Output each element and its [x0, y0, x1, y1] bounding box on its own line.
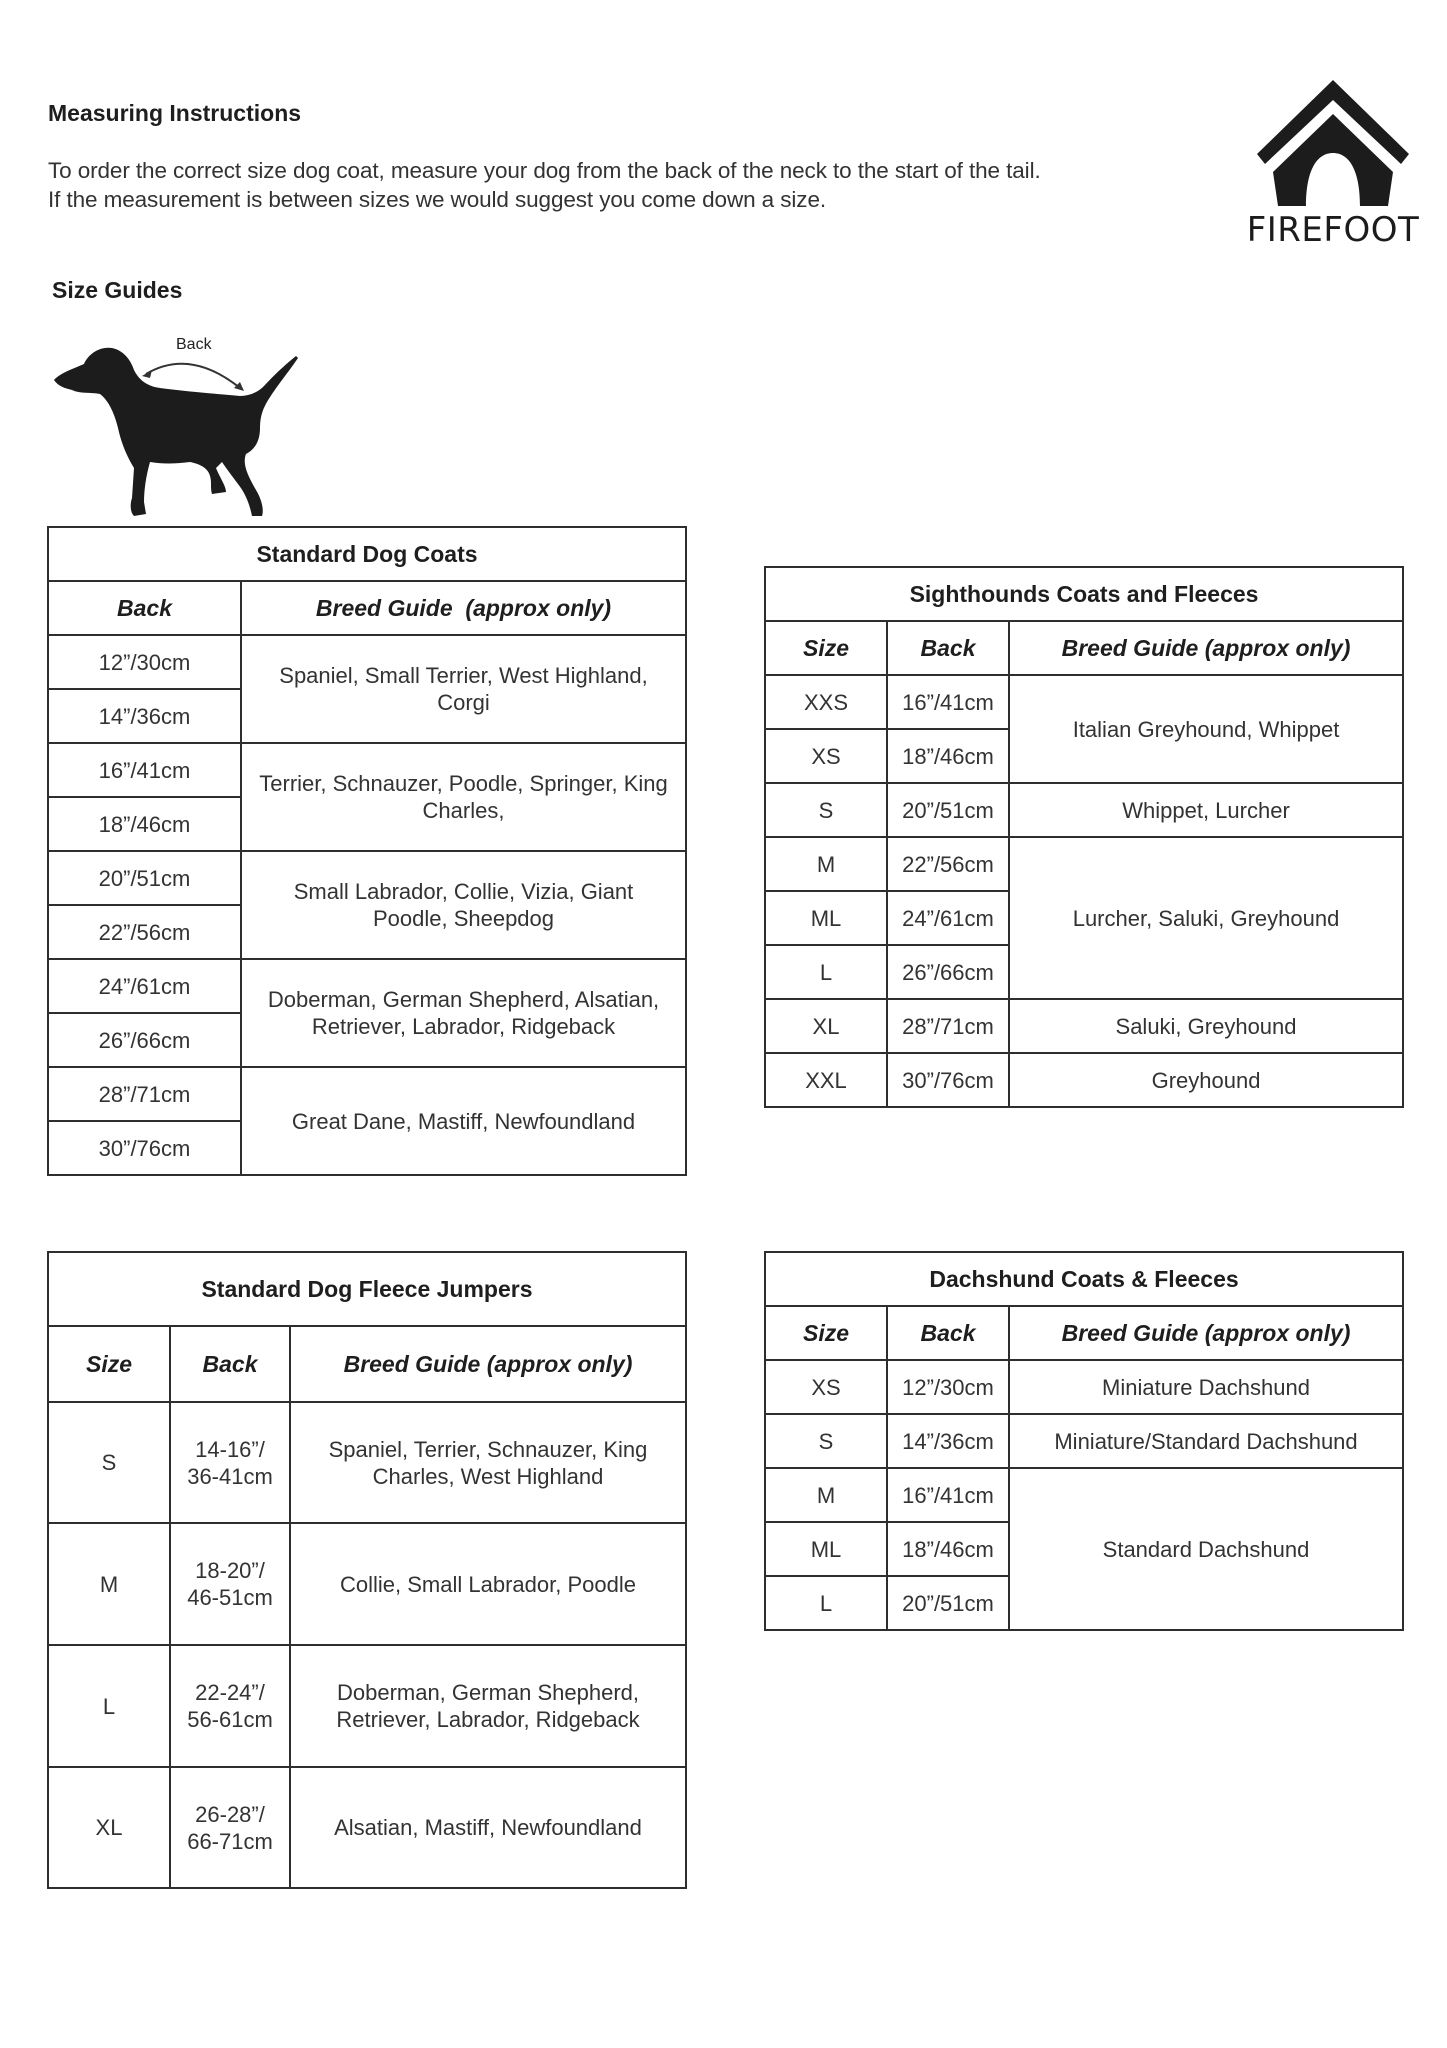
table-row	[765, 837, 1403, 891]
size-cell: M	[765, 1468, 887, 1522]
back-inches: 18-20”/	[195, 1558, 265, 1583]
table-row	[48, 1645, 686, 1767]
back-cell: 16”/41cm	[48, 743, 241, 797]
dog-measure-diagram	[50, 318, 300, 518]
back-cell: 20”/51cm	[48, 851, 241, 905]
dachshund-table	[764, 1251, 1404, 1631]
brand-name: FIREFOOT	[1246, 210, 1420, 250]
size-cell: S	[765, 783, 887, 837]
table-row	[765, 675, 1403, 729]
firefoot-logo	[1243, 78, 1423, 258]
back-cell: 18”/46cm	[887, 729, 1009, 783]
size-guides-title: Size Guides	[52, 277, 183, 303]
back-measure-label: Back	[176, 336, 212, 353]
back-cell: 24”/61cm	[48, 959, 241, 1013]
back-cell: 16”/41cm	[887, 675, 1009, 729]
size-cell: XL	[48, 1767, 170, 1888]
table-row	[48, 1523, 686, 1645]
breed-cell: Miniature Dachshund	[1009, 1360, 1403, 1414]
size-cell: XL	[765, 999, 887, 1053]
size-cell: XXS	[765, 675, 887, 729]
breed-cell: Great Dane, Mastiff, Newfoundland	[241, 1067, 686, 1175]
breed-cell: Spaniel, Small Terrier, West Highland, Corgi	[241, 635, 686, 743]
table-row	[765, 1414, 1403, 1468]
back-cell: 14”/36cm	[48, 689, 241, 743]
column-header-breed-guide: Breed Guide (approx only)	[241, 581, 686, 635]
size-cell: ML	[765, 891, 887, 945]
column-header-back: Back	[48, 581, 241, 635]
breed-cell: Saluki, Greyhound	[1009, 999, 1403, 1053]
back-cell	[170, 1402, 290, 1523]
size-cell: XS	[765, 729, 887, 783]
back-cell: 30”/76cm	[48, 1121, 241, 1175]
breed-cell: Lurcher, Saluki, Greyhound	[1009, 837, 1403, 999]
column-header-size: Size	[48, 1326, 170, 1402]
back-cell: 18”/46cm	[48, 797, 241, 851]
table-row	[48, 743, 686, 797]
table-title: Dachshund Coats & Fleeces	[765, 1252, 1403, 1306]
table-title: Standard Dog Fleece Jumpers	[48, 1252, 686, 1326]
size-cell: L	[765, 945, 887, 999]
table-row	[48, 1402, 686, 1523]
size-cell: M	[48, 1523, 170, 1645]
size-cell: XXL	[765, 1053, 887, 1107]
sighthounds-table	[764, 566, 1404, 1108]
back-inches: 14-16”/	[195, 1436, 265, 1462]
table-row	[48, 851, 686, 905]
back-cm: 46-51cm	[187, 1585, 273, 1610]
back-cell: 22”/56cm	[887, 837, 1009, 891]
table-row	[48, 1767, 686, 1888]
table-row	[48, 635, 686, 689]
column-header-size: Size	[765, 621, 887, 675]
table-row	[765, 1468, 1403, 1522]
back-cell: 14”/36cm	[887, 1414, 1009, 1468]
table-row	[765, 1053, 1403, 1107]
size-cell: XS	[765, 1360, 887, 1414]
back-cell	[170, 1523, 290, 1645]
column-header-breed-guide: Breed Guide (approx only)	[1009, 621, 1403, 675]
back-cell	[170, 1645, 290, 1767]
table-row	[765, 999, 1403, 1053]
back-cell: 28”/71cm	[48, 1067, 241, 1121]
back-cm: 66-71cm	[187, 1828, 273, 1854]
instructions-body	[48, 156, 1041, 214]
size-cell: ML	[765, 1522, 887, 1576]
breed-cell: Alsatian, Mastiff, Newfoundland	[290, 1767, 686, 1888]
size-cell: S	[48, 1402, 170, 1523]
table-row	[765, 783, 1403, 837]
breed-cell: Greyhound	[1009, 1053, 1403, 1107]
dog-house-icon	[1243, 78, 1423, 208]
breed-cell: Spaniel, Terrier, Schnauzer, King Charles, West Highland	[290, 1402, 686, 1523]
table-row	[48, 959, 686, 1013]
back-cell	[170, 1767, 290, 1888]
back-inches: 22-24”/	[195, 1680, 265, 1705]
column-header-size: Size	[765, 1306, 887, 1360]
column-header-back: Back	[887, 1306, 1009, 1360]
back-cell: 18”/46cm	[887, 1522, 1009, 1576]
instructions-title: Measuring Instructions	[48, 100, 302, 126]
column-header-breed-guide: Breed Guide (approx only)	[1009, 1306, 1403, 1360]
back-cell: 30”/76cm	[887, 1053, 1009, 1107]
back-cell: 12”/30cm	[887, 1360, 1009, 1414]
back-cm: 56-61cm	[187, 1707, 273, 1732]
table-row	[765, 1360, 1403, 1414]
breed-cell: Small Labrador, Collie, Vizia, Giant Poodle, Sheepdog	[241, 851, 686, 959]
breed-cell: Terrier, Schnauzer, Poodle, Springer, King Charles,	[241, 743, 686, 851]
instructions-line-2: If the measurement is between sizes we would suggest you come down a size.	[48, 187, 827, 212]
back-cell: 12”/30cm	[48, 635, 241, 689]
breed-cell: Doberman, German Shepherd, Alsatian, Retriever, Labrador, Ridgeback	[241, 959, 686, 1067]
size-cell: S	[765, 1414, 887, 1468]
back-cell: 20”/51cm	[887, 1576, 1009, 1630]
back-cell: 26”/66cm	[48, 1013, 241, 1067]
size-cell: L	[765, 1576, 887, 1630]
breed-cell: Italian Greyhound, Whippet	[1009, 675, 1403, 783]
back-cm: 36-41cm	[187, 1463, 273, 1489]
breed-cell: Miniature/Standard Dachshund	[1009, 1414, 1403, 1468]
instructions-line-1: To order the correct size dog coat, measure your dog from the back of the neck to the start of the tail.	[48, 158, 1041, 183]
breed-cell: Whippet, Lurcher	[1009, 783, 1403, 837]
size-cell: L	[48, 1645, 170, 1767]
standard-dog-coats-table	[47, 526, 687, 1176]
breed-cell: Collie, Small Labrador, Poodle	[290, 1523, 686, 1645]
back-cell: 26”/66cm	[887, 945, 1009, 999]
back-cell: 24”/61cm	[887, 891, 1009, 945]
breed-cell: Standard Dachshund	[1009, 1468, 1403, 1630]
column-header-breed-guide: Breed Guide (approx only)	[290, 1326, 686, 1402]
back-cell: 28”/71cm	[887, 999, 1009, 1053]
fleece-jumpers-table	[47, 1251, 687, 1889]
back-cell: 20”/51cm	[887, 783, 1009, 837]
breed-cell: Doberman, German Shepherd, Retriever, Labrador, Ridgeback	[290, 1645, 686, 1767]
column-header-back: Back	[887, 621, 1009, 675]
back-inches: 26-28”/	[195, 1801, 265, 1827]
size-cell: M	[765, 837, 887, 891]
back-cell: 16”/41cm	[887, 1468, 1009, 1522]
table-row	[48, 1067, 686, 1121]
table-title: Standard Dog Coats	[48, 527, 686, 581]
dog-silhouette-icon	[50, 318, 300, 518]
table-title: Sighthounds Coats and Fleeces	[765, 567, 1403, 621]
back-cell: 22”/56cm	[48, 905, 241, 959]
column-header-back: Back	[170, 1326, 290, 1402]
